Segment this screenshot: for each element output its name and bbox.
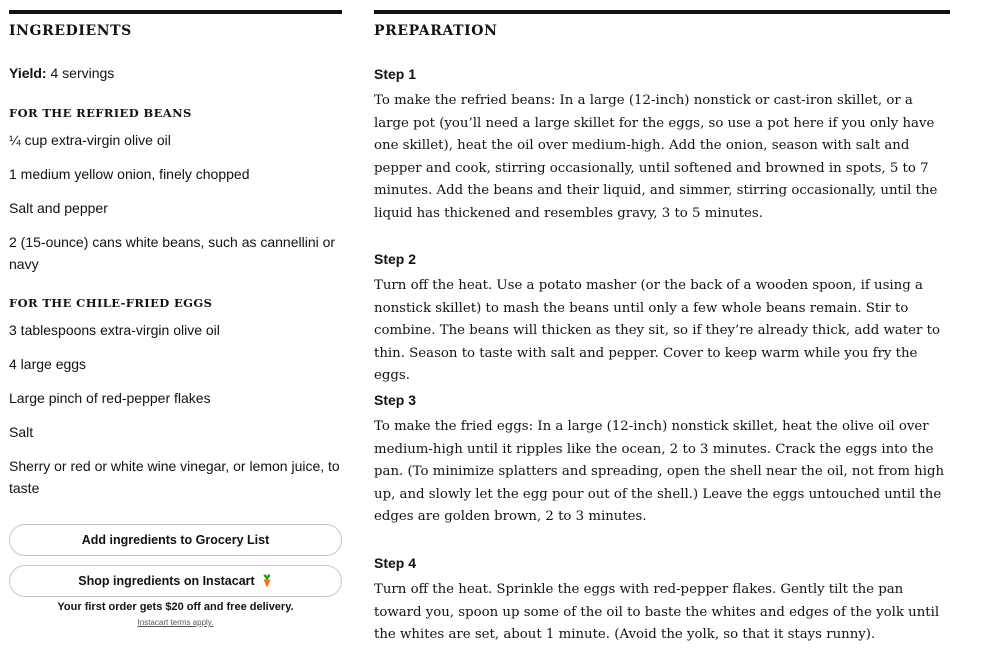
step-3-label: Step 3 [374,392,417,408]
step-1-label: Step 1 [374,66,417,82]
instacart-promo: Your first order gets $20 off and free delivery. [57,601,294,613]
preparation-title: PREPARATION [374,23,498,39]
ingredient-item: Salt and pepper [9,200,108,216]
shop-instacart-button[interactable] [9,565,342,597]
refried-beans-heading: FOR THE REFRIED BEANS [9,106,192,120]
ingredients-rule [9,10,342,14]
ingredient-item: Sherry or red or white wine vinegar, or lemon juice, to taste [9,458,340,496]
yield-value: 4 servings [50,65,115,81]
step-4-text: Turn off the heat. Sprinkle the eggs with red-pepper flakes. Gently tilt the pan toward you, spoon up some of the oil to baste the whites and edges of the yolk until the whites are set, about 1 minute. (Avoid the yolk, so that it stays runny). [374,582,940,643]
preparation-column [374,10,950,643]
ingredients-title: INGREDIENTS [9,23,132,39]
add-to-grocery-list-label: Add ingredients to Grocery List [81,533,270,547]
shop-instacart-label: Shop ingredients on Instacart [78,574,255,588]
step-2-text: Turn off the heat. Use a potato masher (or the back of a wooden spoon, if using a nonstick skillet) to mash the beans until only a few whole beans remain. Stir to combine. The beans will thicken as they sit, so if they’re already thick, add water to thin. Season to taste with salt and pepper. Cover to keep warm while you fry the eggs. [374,278,940,384]
ingredient-item: Salt [9,424,34,440]
chile-fried-eggs-heading: FOR THE CHILE-FRIED EGGS [9,296,213,310]
ingredient-item: 3 tablespoons extra-virgin olive oil [9,322,220,338]
instacart-terms-link[interactable]: Instacart terms apply. [137,618,214,627]
ingredients-column [9,10,342,627]
step-2-label: Step 2 [374,251,417,267]
yield-label: Yield: [9,65,47,81]
ingredient-item: ¼ cup extra-virgin olive oil [9,132,171,148]
ingredient-item: 2 (15-ounce) cans white beans, such as cannellini or navy [9,234,336,272]
ingredient-item: Large pinch of red-pepper flakes [9,390,211,406]
carrot-icon [261,574,273,588]
yield [9,65,114,81]
ingredient-item: 4 large eggs [9,356,87,372]
step-1-text: To make the refried beans: In a large (12-inch) nonstick or cast-iron skillet, or a large pot (you’ll need a large skillet for the eggs, so use a pot here if you only have one skillet), heat the oil over medium-high. Add the onion, season with salt and pepper and cook, stirring occasionally, until softened and browned in spots, 5 to 7 minutes. Add the beans and their liquid, and simmer, stirring occasionally, until the liquid has thickened and resembles gravy, 3 to 5 minutes. [374,93,938,221]
preparation-rule [374,10,950,14]
add-to-grocery-list-button[interactable] [9,524,342,556]
ingredient-item: 1 medium yellow onion, finely chopped [9,166,250,182]
step-4-label: Step 4 [374,555,417,571]
step-3-text: To make the fried eggs: In a large (12-inch) nonstick skillet, heat the olive oil over medium-high until it ripples like the ocean, 2 to 3 minutes. Crack the eggs into the pan. (To minimize splatters and spreading, open the shell near the oil, not from high up, and slowly let the egg pour out of the shell.) Leave the eggs untouched until the edges are golden brown, 2 to 3 minutes. [374,419,945,525]
